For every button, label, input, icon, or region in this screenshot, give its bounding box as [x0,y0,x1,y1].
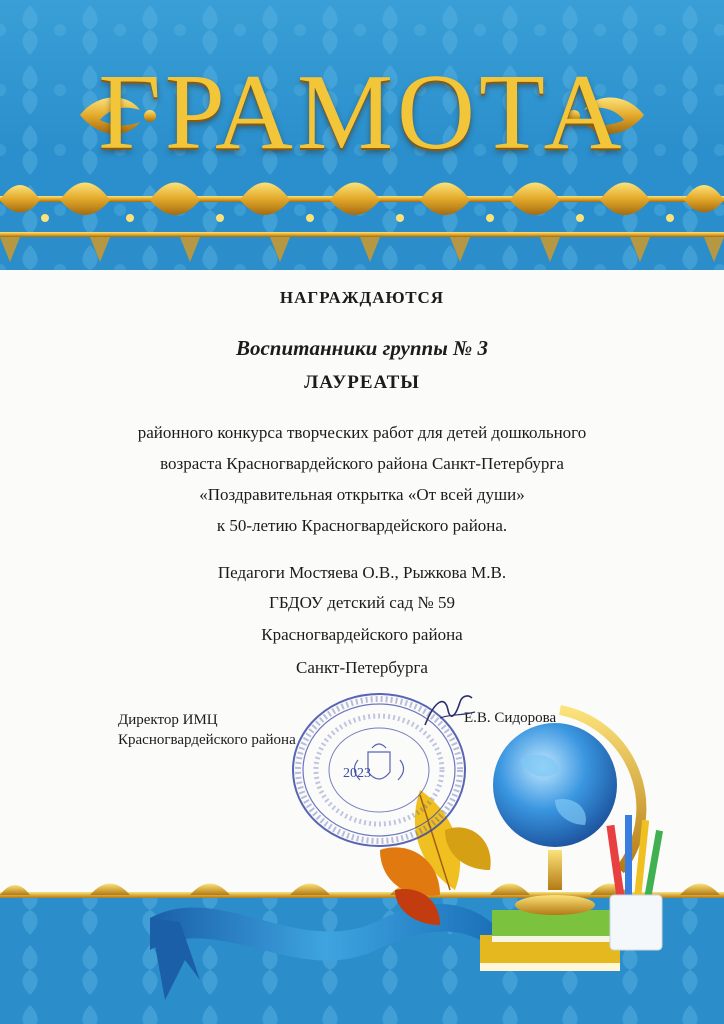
certificate-title: ГРАМОТА [98,53,626,172]
description-line: к 50-летию Красногвардейского района. [216,516,508,535]
books-icon [480,910,620,971]
institution-line: ГБДОУ детский сад № 59 [269,593,455,612]
header-banner [0,0,724,270]
director-title [118,710,296,750]
description-line: районного конкурса творческих работ для детей дошкольного [137,423,587,442]
handwritten-signature-icon [420,690,480,730]
director-name: Е.В. Сидорова [464,710,557,726]
district-line: Красногвардейского района [261,625,463,644]
awarded-heading: НАГРАЖДАЮТСЯ [279,288,445,307]
teachers-line: Педагоги Мостяева О.В., Рыжкова М.В. [217,563,507,582]
director-district: Красногвардейского района [118,732,296,748]
director-position: Директор ИМЦ [118,712,218,728]
laureates-heading: ЛАУРЕАТЫ [304,372,420,393]
description-line: возраста Красногвардейского района Санкт-Петербурга [160,454,564,473]
description-line: «Поздравительная открытка «От всей души» [199,485,525,504]
city-line: Санкт-Петербурга [296,658,428,677]
stamp-year: 2023 [343,766,371,781]
recipient-name: Воспитанники группы № 3 [235,336,489,360]
